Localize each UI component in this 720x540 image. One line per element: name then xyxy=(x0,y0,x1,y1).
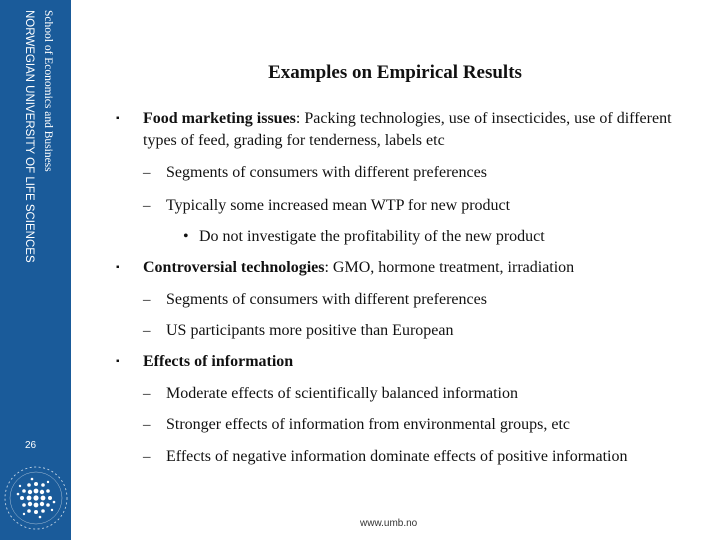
sidebar xyxy=(0,0,71,540)
bullet-label: Effects of information xyxy=(143,353,294,370)
sub-bullet: Moderate effects of scientifically balanced information xyxy=(166,385,518,402)
bullet-marker: ▪ xyxy=(116,356,120,367)
dash-marker: – xyxy=(143,449,151,465)
slide-title: Examples on Empirical Results xyxy=(268,62,522,83)
bullet-label: Food marketing issues xyxy=(143,110,296,127)
sub-bullet: US participants more positive than European xyxy=(166,322,454,339)
university-name: NORWEGIAN UNIVERSITY OF LIFE SCIENCES xyxy=(23,10,35,263)
bullet-marker: ▪ xyxy=(116,113,120,124)
sub-bullet: Segments of consumers with different preferences xyxy=(166,164,487,181)
sub-sub-bullet: Do not investigate the profitability of the new product xyxy=(199,228,545,245)
bullet-food-marketing xyxy=(143,108,693,152)
school-name: School of Economics and Business xyxy=(42,10,54,172)
dash-marker: – xyxy=(143,198,151,214)
bullet-controversial xyxy=(143,257,693,279)
university-logo-icon xyxy=(2,464,70,532)
page-number: 26 xyxy=(25,440,37,451)
sub-bullet: Effects of negative information dominate effects of positive information xyxy=(166,448,628,465)
dash-marker: – xyxy=(143,417,151,433)
bullet-label: Controversial technologies xyxy=(143,259,325,276)
bullet-text: : Packing technologies, use of insecticides, use of different types of feed, grading for tenderness, labels etc xyxy=(143,110,672,149)
sub-bullet: Stronger effects of information from environmental groups, etc xyxy=(166,416,571,433)
dash-marker: – xyxy=(143,292,151,308)
dot-marker: • xyxy=(183,228,189,245)
bullet-effects-of-information xyxy=(143,351,693,373)
sub-bullet: Segments of consumers with different preferences xyxy=(166,291,487,308)
footer-url: www.umb.no xyxy=(360,518,418,529)
dash-marker: – xyxy=(143,323,151,339)
bullet-marker: ▪ xyxy=(116,262,120,273)
bullet-text: : GMO, hormone treatment, irradiation xyxy=(324,259,575,276)
dash-marker: – xyxy=(143,386,151,402)
dash-marker: – xyxy=(143,165,151,181)
sub-bullet: Typically some increased mean WTP for new product xyxy=(166,197,511,214)
